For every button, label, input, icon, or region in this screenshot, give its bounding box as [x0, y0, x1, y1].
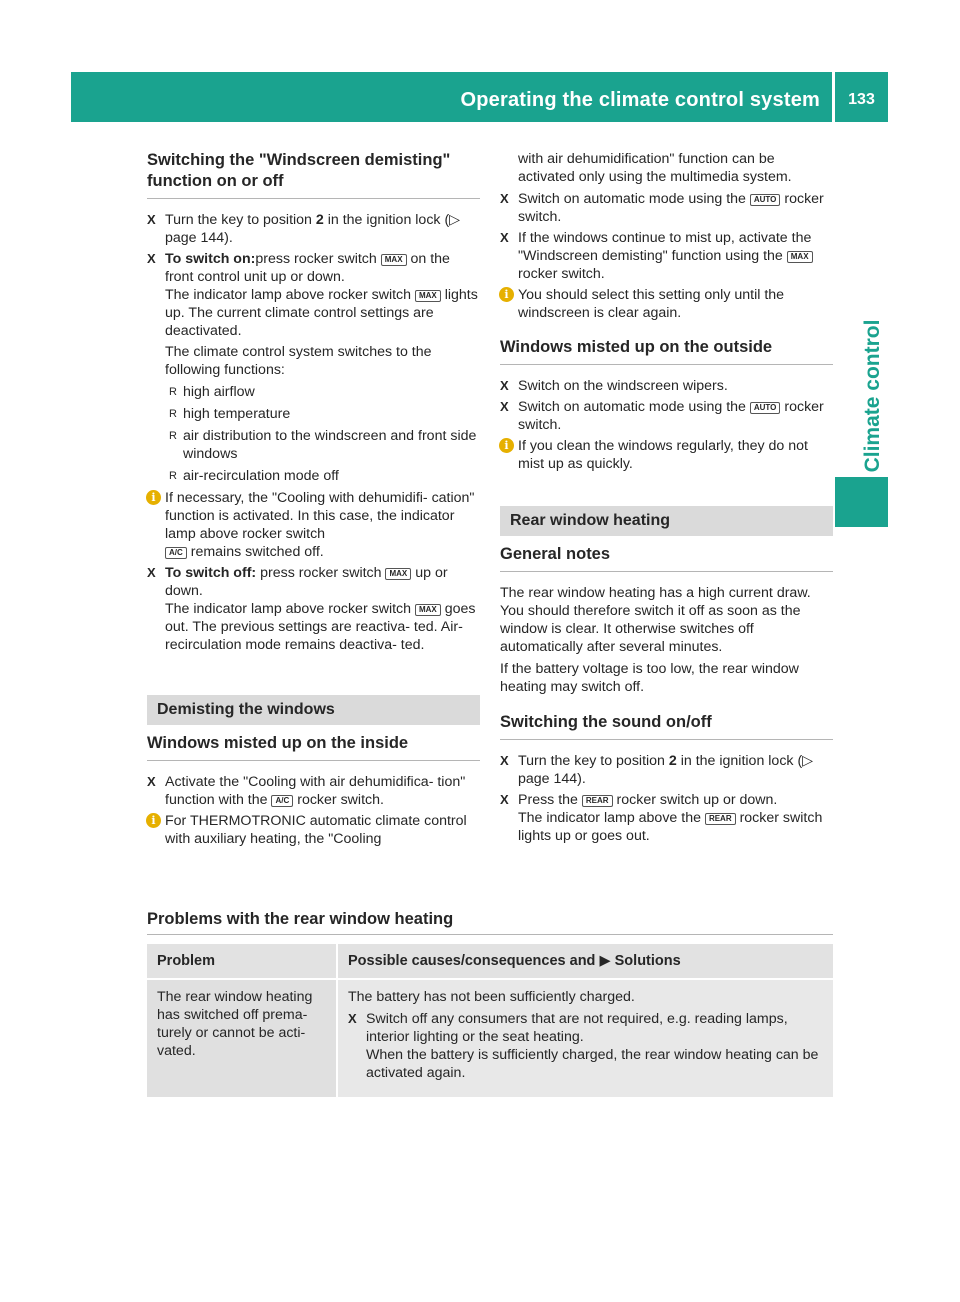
page-header-title: Operating the climate control system	[460, 89, 820, 111]
right-column	[500, 150, 833, 848]
battery-voltage-paragraph: If the battery voltage is too low, the rear window heating may switch off.	[500, 661, 799, 695]
section-heading-inside: Windows misted up on the inside	[147, 733, 480, 761]
box-heading-demisting: Demisting the windows	[147, 695, 480, 725]
rear-defrost-button-icon: REAR	[705, 813, 736, 825]
ac-button-icon: A/C	[165, 547, 187, 559]
step-switch-off: X To switch off: press rocker switch MAX up or down. The indicator lamp above rocker switch MAX goes out. The previous settings are reactiva- ted. Air-recirculation mode remains deactiva- ted.	[147, 565, 476, 653]
info-note-thermotronic: i For THERMOTRONIC automatic climate control with auxiliary heating, the "Cooling	[147, 812, 480, 848]
step-wipers: X Switch on the windscreen wipers.	[500, 378, 728, 394]
bullet-icon: R	[169, 470, 177, 482]
page-ref-triangle-icon: ▷	[802, 753, 814, 769]
list-item: R high temperature	[169, 406, 291, 422]
defrost-max-button-icon: MAX	[415, 604, 441, 616]
page-number: 133	[835, 72, 888, 122]
info-note-dehumidification: i If necessary, the "Cooling with dehumidifi- cation" function is activated. In this case, the indicator lamp above rocker switch A/C remains switched off.	[147, 489, 480, 561]
step-arrow-icon: X	[147, 212, 156, 227]
general-notes-paragraph: The rear window heating has a high current draw. You should therefore switch it off as soon as the window is clear. It otherwise switches off automatically after several minutes.	[500, 585, 811, 655]
side-tab-marker	[835, 477, 888, 527]
step-arrow-icon: X	[500, 230, 509, 245]
list-item: R high airflow	[169, 384, 255, 400]
table-header-row	[147, 944, 833, 979]
section-heading-outside: Windows misted up on the outside	[500, 337, 833, 365]
functions-intro: The climate control system switches to the following functions:	[165, 344, 432, 378]
step-arrow-icon: X	[147, 565, 156, 580]
solutions-arrow-icon: ▶	[599, 953, 611, 969]
list-item: R air distribution to the windscreen and front side windows	[169, 428, 477, 462]
page-ref-triangle-icon: ▷	[449, 212, 461, 228]
defrost-max-button-icon: MAX	[787, 251, 813, 263]
bullet-icon: R	[169, 430, 177, 442]
problems-table	[147, 944, 833, 1097]
step-arrow-icon: X	[500, 753, 509, 768]
list-item: R air-recirculation mode off	[169, 468, 339, 484]
box-heading-rear-window: Rear window heating	[500, 506, 833, 536]
info-icon: i	[146, 813, 161, 828]
auto-button-icon: AUTO	[750, 194, 781, 206]
section-heading-sound: Switching the sound on/off	[500, 712, 833, 740]
table-header-causes: Possible causes/consequences and ▶ Solutions	[337, 944, 833, 979]
defrost-max-button-icon: MAX	[381, 254, 407, 266]
table-header-problem: Problem	[147, 944, 337, 979]
header-bar	[71, 72, 832, 122]
continued-text: with air dehumidification" function can be activated only using the multimedia system.	[518, 151, 792, 185]
table-cell-solution: The battery has not been sufficiently charged. X Switch off any consumers that are not required, e.g. reading lamps, interior lighting or the seat heating. When the battery is sufficiently charged, the rear window heating can be activated again.	[337, 979, 833, 1097]
left-column	[147, 150, 480, 851]
defrost-max-button-icon: MAX	[385, 568, 411, 580]
step-switch-on: X To switch on:press rocker switch MAX on the front control unit up or down. The indicator lamp above rocker switch MAX lights up. The current climate control settings are deactivated.	[147, 251, 478, 339]
step-press-rear: X Press the REAR rocker switch up or down. The indicator lamp above the REAR rocker switch lights up or goes out.	[500, 792, 823, 844]
bullet-icon: R	[169, 408, 177, 420]
step-mist-continues: X If the windows continue to mist up, activate the "Windscreen demisting" function using the MAX rocker switch.	[500, 230, 812, 282]
step-arrow-icon: X	[500, 399, 509, 414]
info-icon: i	[146, 490, 161, 505]
step-arrow-icon: X	[500, 378, 509, 393]
step-arrow-icon: X	[147, 251, 156, 266]
info-note-until-clear: i You should select this setting only until the windscreen is clear again.	[500, 286, 833, 322]
info-icon: i	[499, 438, 514, 453]
section-heading-windscreen-demisting: Switching the "Windscreen demisting" function on or off	[147, 150, 480, 199]
step-switch-off-consumers: X Switch off any consumers that are not required, e.g. reading lamps, interior lighting or the seat heating. When the battery is sufficiently charged, the rear window heating can be activated again.	[348, 1011, 819, 1081]
ac-button-icon: A/C	[271, 795, 293, 807]
step-activate-cooling: X Activate the "Cooling with air dehumidifica- tion" function with the A/C rocker switch.	[147, 774, 466, 808]
page-reference-link[interactable]: page 144).	[518, 771, 586, 787]
step-arrow-icon: X	[500, 792, 509, 807]
side-tab-label: Climate control	[861, 319, 884, 473]
auto-button-icon: AUTO	[750, 402, 781, 414]
step-arrow-icon: X	[348, 1011, 357, 1026]
step-turn-key-sound: X Turn the key to position 2 in the ignition lock (▷ page 144).	[500, 753, 814, 787]
bullet-icon: R	[169, 386, 177, 398]
step-auto-mode-outside: X Switch on automatic mode using the AUTO rocker switch.	[500, 399, 824, 433]
defrost-max-button-icon: MAX	[415, 290, 441, 302]
step-auto-mode: X Switch on automatic mode using the AUTO rocker switch.	[500, 191, 824, 225]
info-icon: i	[499, 287, 514, 302]
step-arrow-icon: X	[147, 774, 156, 789]
info-note-clean-windows: i If you clean the windows regularly, they do not mist up as quickly.	[500, 437, 833, 473]
table-cell-problem: The rear window heating has switched off prema- turely or cannot be acti- vated.	[147, 979, 337, 1097]
table-heading: Problems with the rear window heating	[147, 910, 833, 935]
section-heading-general-notes: General notes	[500, 544, 833, 572]
page-reference-link[interactable]: page 144).	[165, 230, 233, 246]
step-arrow-icon: X	[500, 191, 509, 206]
table-row	[147, 979, 833, 1097]
rear-defrost-button-icon: REAR	[582, 795, 613, 807]
step-turn-key: X Turn the key to position 2 in the ignition lock (▷ page 144).	[147, 212, 461, 246]
